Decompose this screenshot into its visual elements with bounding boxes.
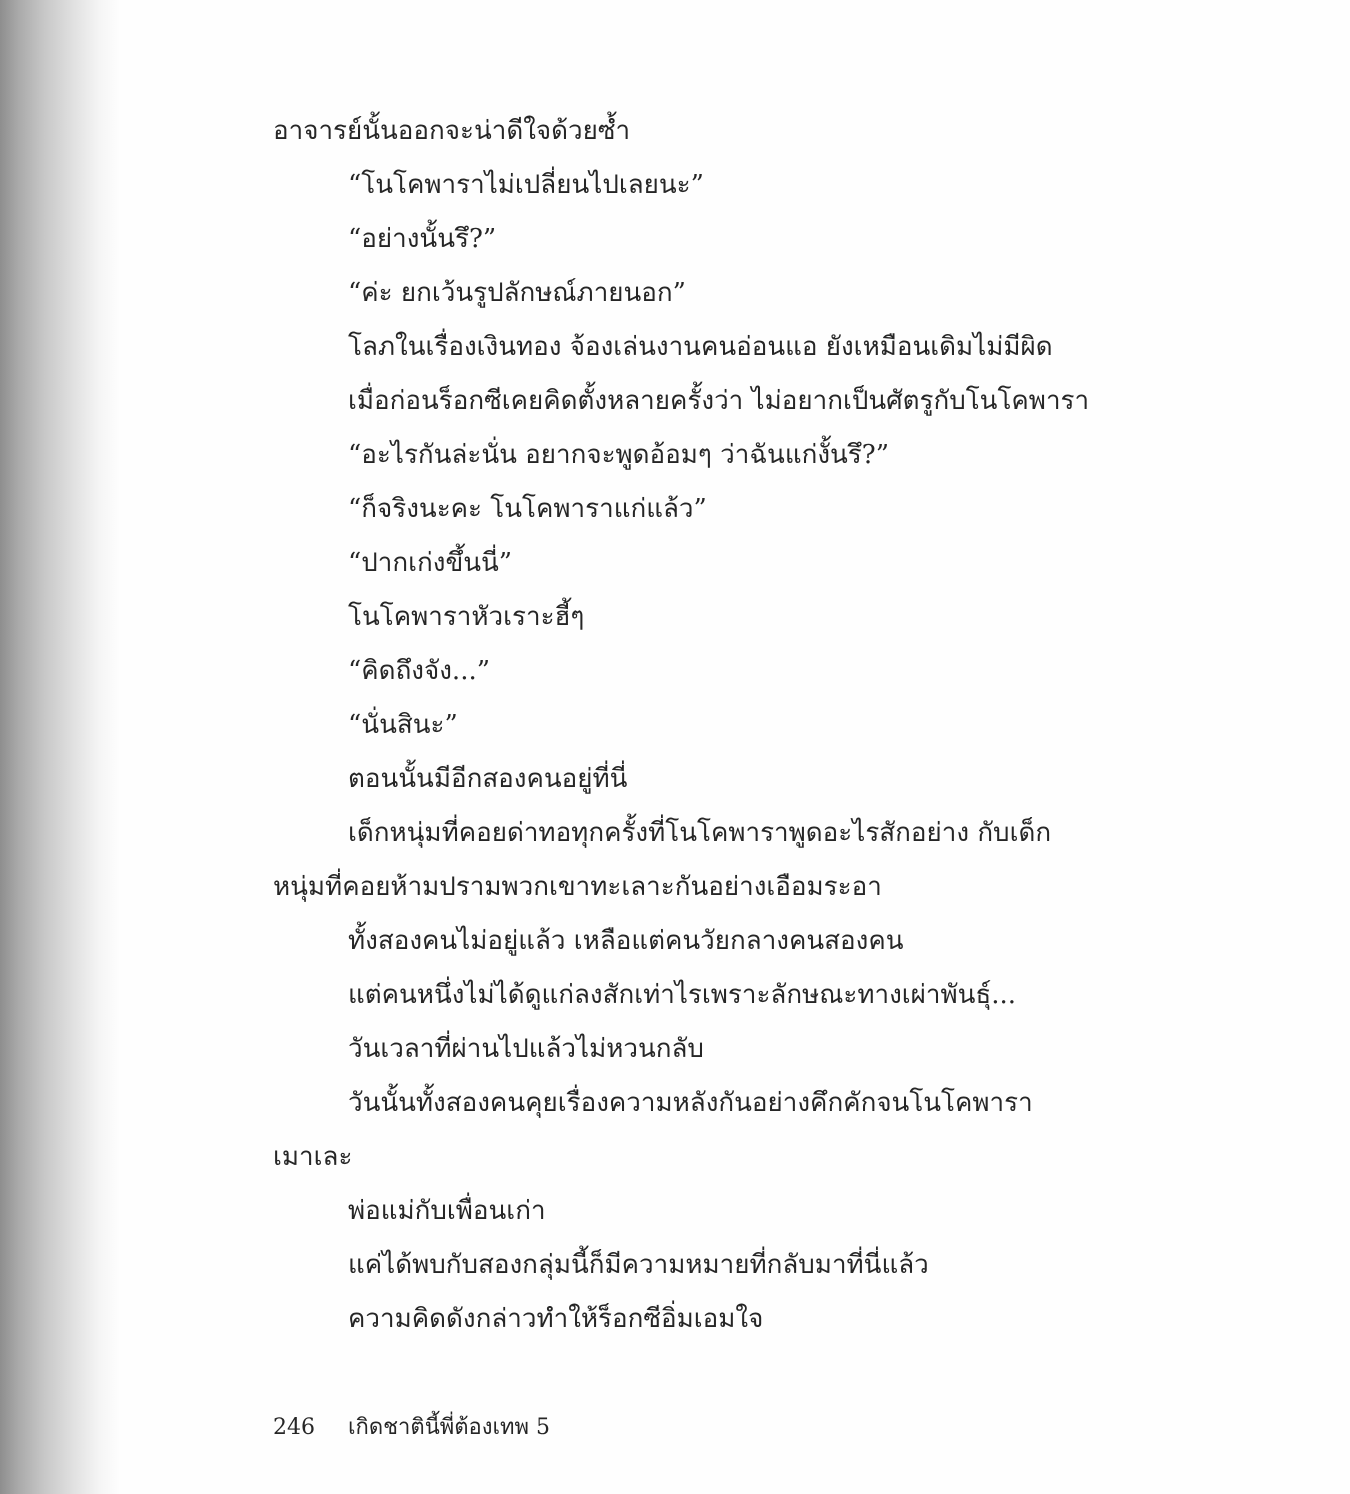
paragraph-line: เด็กหนุ่มที่คอยด่าทอทุกครั้งที่โนโคพาราพูดอะไรสักอย่าง กับเด็ก (348, 818, 1052, 848)
paragraph-line: วันนั้นทั้งสองคนคุยเรื่องความหลังกันอย่างคึกคักจนโนโคพารา (348, 1088, 1033, 1118)
page-body-text (273, 104, 1090, 1346)
paragraph-line: แต่คนหนึ่งไม่ได้ดูแก่ลงสักเท่าไรเพราะลักษณะทางเผ่าพันธุ์... (348, 980, 1017, 1010)
paragraph-line: เมื่อก่อนร็อกซีเคยคิดตั้งหลายครั้งว่า ไม่อยากเป็นศัตรูกับโนโคพารา (348, 386, 1090, 416)
paragraph-line: พ่อแม่กับเพื่อนเก่า (348, 1196, 546, 1226)
paragraph-line: “โนโคพาราไม่เปลี่ยนไปเลยนะ” (348, 170, 704, 200)
paragraph-line: วันเวลาที่ผ่านไปแล้วไม่หวนกลับ (348, 1034, 704, 1064)
paragraph-line: ความคิดดังกล่าวทำให้ร็อกซีอิ่มเอมใจ (348, 1304, 764, 1334)
paragraph-line: โลภในเรื่องเงินทอง จ้องเล่นงานคนอ่อนแอ ยังเหมือนเดิมไม่มีผิด (348, 332, 1053, 362)
paragraph-line: “อย่างนั้นรึ?” (348, 224, 497, 254)
paragraph-line: แค่ได้พบกับสองกลุ่มนี้ก็มีความหมายที่กลับมาที่นี่แล้ว (348, 1250, 929, 1280)
paragraph-line: โนโคพาราหัวเราะฮี้ๆ (348, 602, 585, 632)
paragraph-line: “คิดถึงจัง...” (348, 656, 491, 686)
paragraph-line: “ปากเก่งขึ้นนี่” (348, 548, 513, 578)
page-footer (273, 1408, 550, 1448)
paragraph-line: “อะไรกันล่ะนั่น อยากจะพูดอ้อมๆ ว่าฉันแก่งั้นรึ?” (348, 440, 889, 470)
paragraph-line: “ค่ะ ยกเว้นรูปลักษณ์ภายนอก” (348, 278, 686, 308)
paragraph-line: เมาเละ (273, 1142, 353, 1172)
paragraph-line: ทั้งสองคนไม่อยู่แล้ว เหลือแต่คนวัยกลางคนสองคน (348, 926, 904, 956)
paragraph-line: อาจารย์นั้นออกจะน่าดีใจด้วยซ้ำ (273, 116, 631, 146)
binding-gutter-shadow (0, 0, 120, 1494)
paragraph-line: หนุ่มที่คอยห้ามปรามพวกเขาทะเลาะกันอย่างเอือมระอา (273, 872, 882, 902)
paragraph-line: ตอนนั้นมีอีกสองคนอยู่ที่นี่ (348, 764, 628, 794)
page-number: 246 (273, 1415, 315, 1440)
paragraph-line: “ก็จริงนะคะ โนโคพาราแก่แล้ว” (348, 494, 707, 524)
paragraph-line: “นั่นสินะ” (348, 710, 458, 740)
running-book-title: เกิดชาตินี้พี่ต้องเทพ 5 (348, 1415, 550, 1440)
